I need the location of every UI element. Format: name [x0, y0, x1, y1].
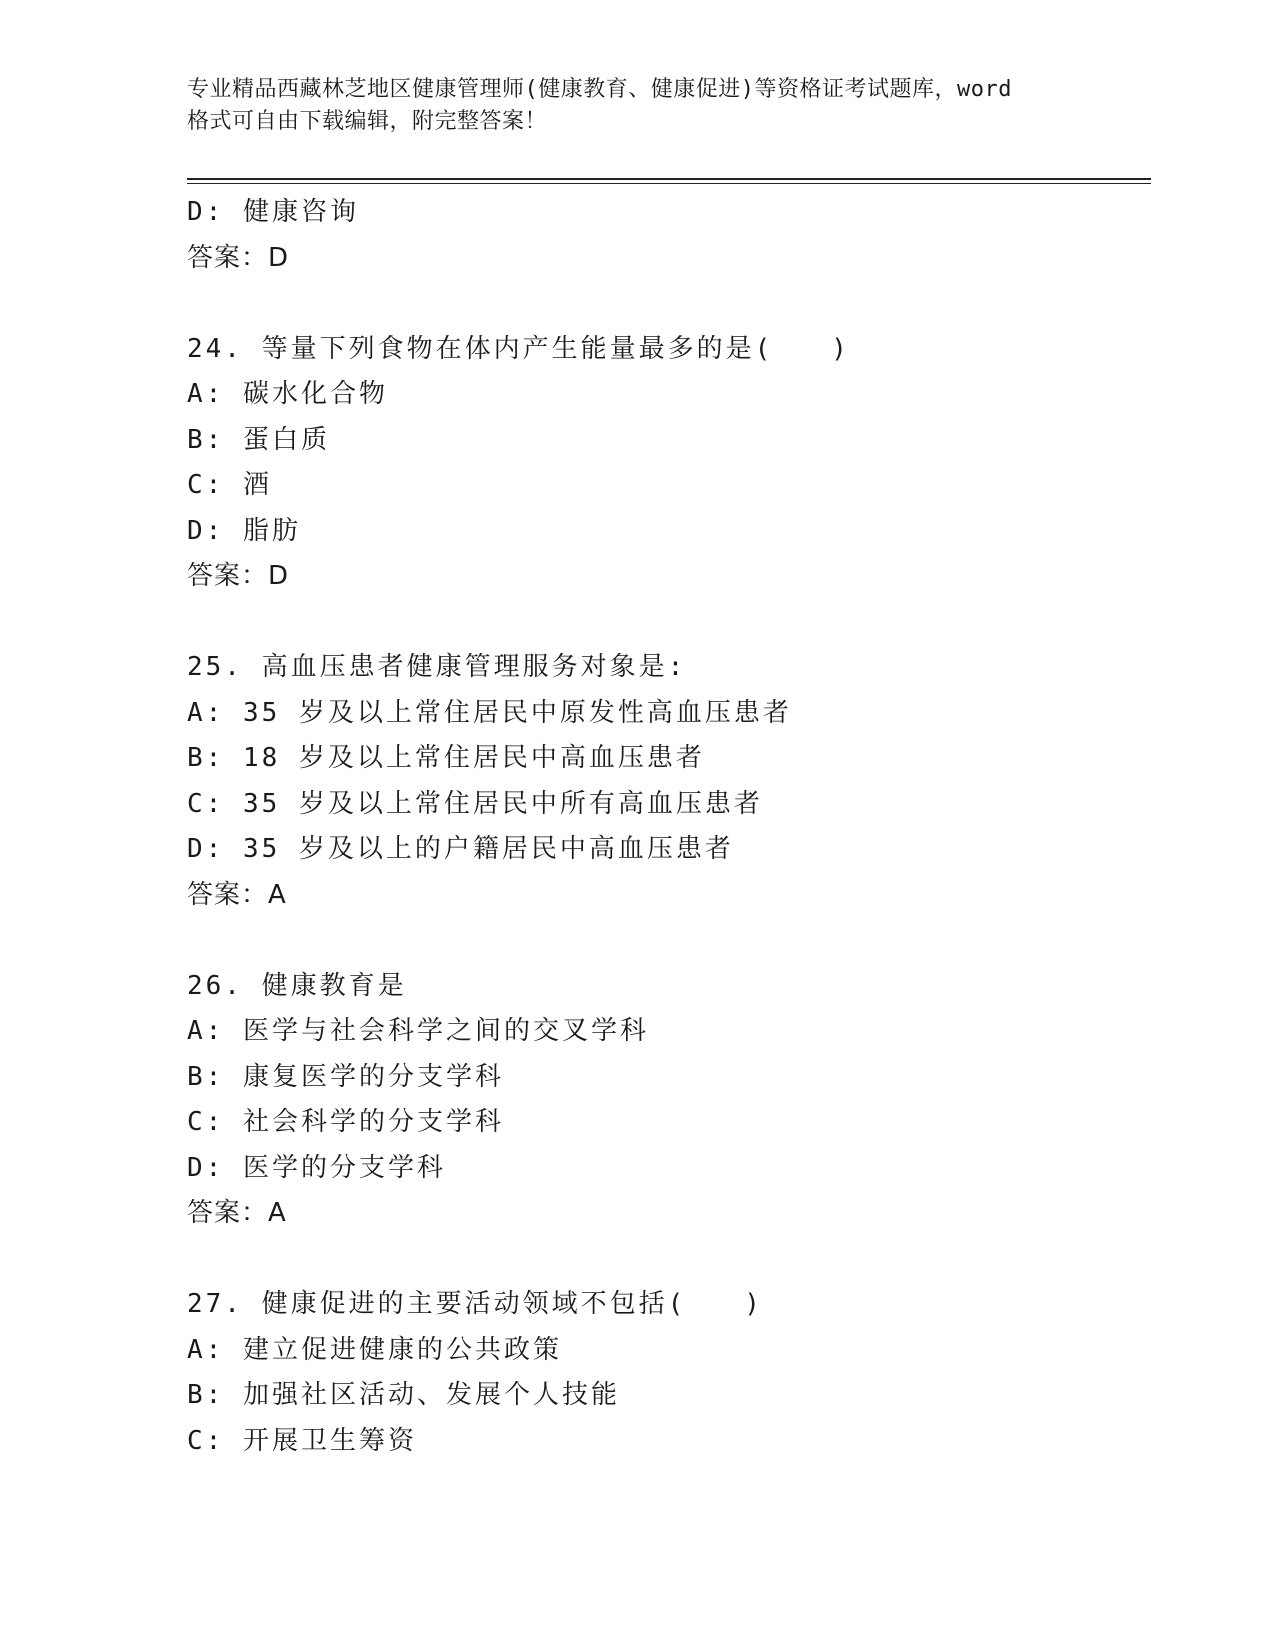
answer-line: 答案：A: [187, 1198, 287, 1228]
option-d: D: 35 岁及以上的户籍居民中高血压患者: [187, 834, 734, 864]
option-b: B: 18 岁及以上常住居民中高血压患者: [187, 743, 705, 773]
answer-line: 答案：D: [187, 561, 290, 591]
question-25: 25. 高血压患者健康管理服务对象是:: [187, 652, 687, 682]
spacer: [187, 918, 1147, 964]
spacer: [187, 600, 1147, 646]
question-27: 27. 健康促进的主要活动领域不包括( ): [187, 1289, 763, 1319]
option-c: C: 开展卫生筹资: [187, 1425, 417, 1456]
header-divider-thick: [187, 178, 1151, 180]
document-header: [187, 74, 1107, 138]
spacer: [187, 1237, 1147, 1283]
answer-line: 答案：A: [187, 879, 287, 910]
option-b: B: 蛋白质: [187, 424, 330, 455]
option-b: B: 康复医学的分支学科: [187, 1061, 504, 1092]
option-c: C: 35 岁及以上常住居民中所有高血压患者: [187, 788, 763, 819]
option-d: D: 健康咨询: [187, 197, 359, 227]
question-24: 24. 等量下列食物在体内产生能量最多的是( ): [187, 333, 850, 364]
option-d: D: 医学的分支学科: [187, 1152, 446, 1183]
option-c: C: 酒: [187, 470, 272, 500]
option-d: D: 脂肪: [187, 515, 301, 546]
option-a: A: 35 岁及以上常住居民中原发性高血压患者: [187, 697, 792, 728]
question-26: 26. 健康教育是: [187, 970, 407, 1001]
option-c: C: 社会科学的分支学科: [187, 1107, 504, 1137]
question-content: [187, 190, 1147, 1464]
header-divider-thin: [187, 183, 1151, 184]
answer-line: 答案：D: [187, 242, 290, 273]
spacer: [187, 281, 1147, 327]
option-a: A: 碳水化合物: [187, 379, 388, 409]
option-a: A: 建立促进健康的公共政策: [187, 1334, 562, 1365]
option-a: A: 医学与社会科学之间的交叉学科: [187, 1016, 649, 1046]
header-line-2: 格式可自由下载编辑，附完整答案！: [187, 109, 548, 134]
header-line-1: 专业精品西藏林芝地区健康管理师(健康教育、健康促进)等资格证考试题库，word: [187, 77, 1012, 102]
option-b: B: 加强社区活动、发展个人技能: [187, 1380, 620, 1410]
